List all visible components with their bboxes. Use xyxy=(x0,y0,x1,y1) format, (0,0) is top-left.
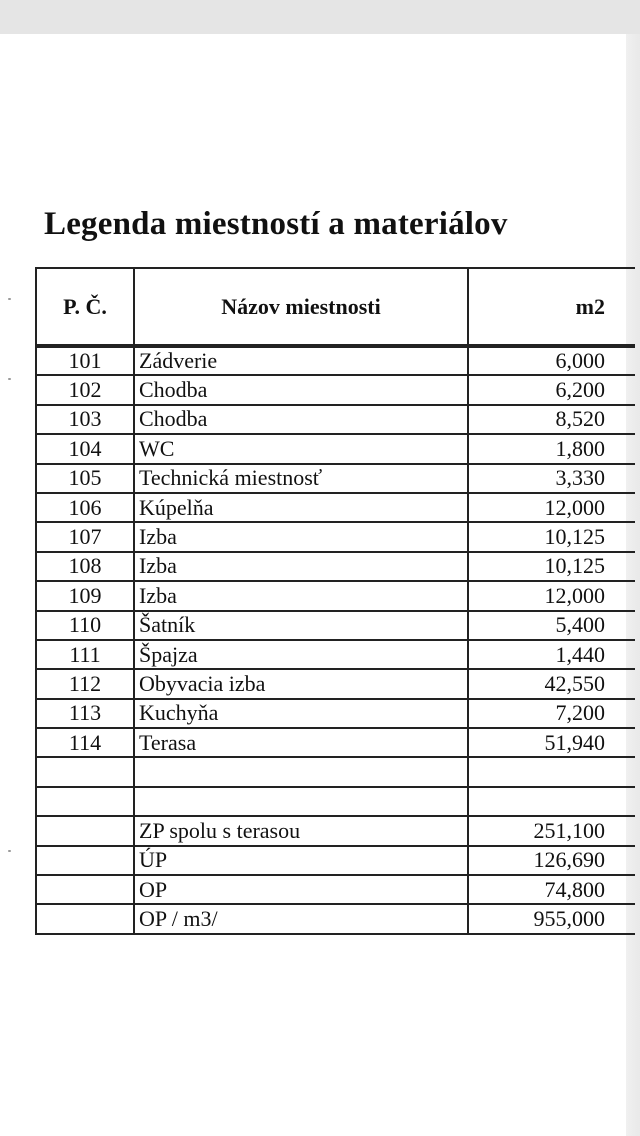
room-area-cell: 10,125 xyxy=(468,552,635,581)
room-number-cell: 104 xyxy=(36,434,134,463)
empty-cell xyxy=(134,787,468,816)
room-name-cell: WC xyxy=(134,434,468,463)
table-row xyxy=(36,699,635,728)
scan-speck xyxy=(8,378,11,380)
table-row xyxy=(36,611,635,640)
empty-row xyxy=(36,757,635,786)
room-number-cell: 109 xyxy=(36,581,134,610)
table-row xyxy=(36,346,635,375)
room-number-cell: 102 xyxy=(36,375,134,404)
table-row xyxy=(36,581,635,610)
table-row xyxy=(36,522,635,551)
header-room-number: P. Č. xyxy=(36,268,134,346)
room-name-cell: Technická miestnosť xyxy=(134,464,468,493)
room-name-cell: Izba xyxy=(134,522,468,551)
summary-label-cell: ZP spolu s terasou xyxy=(134,816,468,845)
room-legend-table xyxy=(35,267,635,935)
summary-empty-cell xyxy=(36,904,134,933)
summary-row xyxy=(36,816,635,845)
room-number-cell: 103 xyxy=(36,405,134,434)
table-row xyxy=(36,669,635,698)
empty-cell xyxy=(36,757,134,786)
room-number-cell: 106 xyxy=(36,493,134,522)
table-row xyxy=(36,464,635,493)
empty-cell xyxy=(468,787,635,816)
room-name-cell: Zádverie xyxy=(134,346,468,375)
room-area-cell: 12,000 xyxy=(468,581,635,610)
header-room-name: Názov miestnosti xyxy=(134,268,468,346)
room-area-cell: 42,550 xyxy=(468,669,635,698)
table-row xyxy=(36,375,635,404)
summary-value-cell: 955,000 xyxy=(468,904,635,933)
room-area-cell: 8,520 xyxy=(468,405,635,434)
summary-value-cell: 126,690 xyxy=(468,846,635,875)
summary-empty-cell xyxy=(36,846,134,875)
room-area-cell: 6,000 xyxy=(468,346,635,375)
scan-speck xyxy=(8,850,11,852)
header-area: m2 xyxy=(468,268,635,346)
room-name-cell: Izba xyxy=(134,552,468,581)
table-row xyxy=(36,405,635,434)
room-name-cell: Chodba xyxy=(134,375,468,404)
room-number-cell: 110 xyxy=(36,611,134,640)
room-area-cell: 5,400 xyxy=(468,611,635,640)
summary-label-cell: OP / m3/ xyxy=(134,904,468,933)
room-name-cell: Terasa xyxy=(134,728,468,757)
room-area-cell: 1,440 xyxy=(468,640,635,669)
room-area-cell: 7,200 xyxy=(468,699,635,728)
table-row xyxy=(36,552,635,581)
room-name-cell: Chodba xyxy=(134,405,468,434)
empty-cell xyxy=(468,757,635,786)
room-number-cell: 113 xyxy=(36,699,134,728)
room-number-cell: 101 xyxy=(36,346,134,375)
room-name-cell: Špajza xyxy=(134,640,468,669)
room-area-cell: 1,800 xyxy=(468,434,635,463)
room-number-cell: 114 xyxy=(36,728,134,757)
empty-cell xyxy=(134,757,468,786)
top-bar xyxy=(0,0,640,34)
summary-label-cell: OP xyxy=(134,875,468,904)
summary-empty-cell xyxy=(36,816,134,845)
summary-label-cell: ÚP xyxy=(134,846,468,875)
room-number-cell: 111 xyxy=(36,640,134,669)
room-name-cell: Izba xyxy=(134,581,468,610)
room-name-cell: Obyvacia izba xyxy=(134,669,468,698)
room-number-cell: 107 xyxy=(36,522,134,551)
table-header-row xyxy=(36,268,635,346)
room-rows xyxy=(36,346,635,934)
scan-speck xyxy=(8,298,11,300)
summary-empty-cell xyxy=(36,875,134,904)
table-row xyxy=(36,434,635,463)
room-area-cell: 10,125 xyxy=(468,522,635,551)
room-area-cell: 12,000 xyxy=(468,493,635,522)
summary-row xyxy=(36,875,635,904)
table-row xyxy=(36,493,635,522)
room-area-cell: 6,200 xyxy=(468,375,635,404)
summary-value-cell: 74,800 xyxy=(468,875,635,904)
room-area-cell: 3,330 xyxy=(468,464,635,493)
table-row xyxy=(36,640,635,669)
empty-cell xyxy=(36,787,134,816)
room-name-cell: Šatník xyxy=(134,611,468,640)
summary-row xyxy=(36,846,635,875)
summary-value-cell: 251,100 xyxy=(468,816,635,845)
room-number-cell: 112 xyxy=(36,669,134,698)
document-title: Legenda miestností a materiálov xyxy=(44,206,508,242)
room-name-cell: Kuchyňa xyxy=(134,699,468,728)
empty-row xyxy=(36,787,635,816)
room-number-cell: 108 xyxy=(36,552,134,581)
table-row xyxy=(36,728,635,757)
summary-row xyxy=(36,904,635,933)
room-area-cell: 51,940 xyxy=(468,728,635,757)
room-name-cell: Kúpelňa xyxy=(134,493,468,522)
room-legend-table-wrap xyxy=(35,267,635,1090)
room-number-cell: 105 xyxy=(36,464,134,493)
